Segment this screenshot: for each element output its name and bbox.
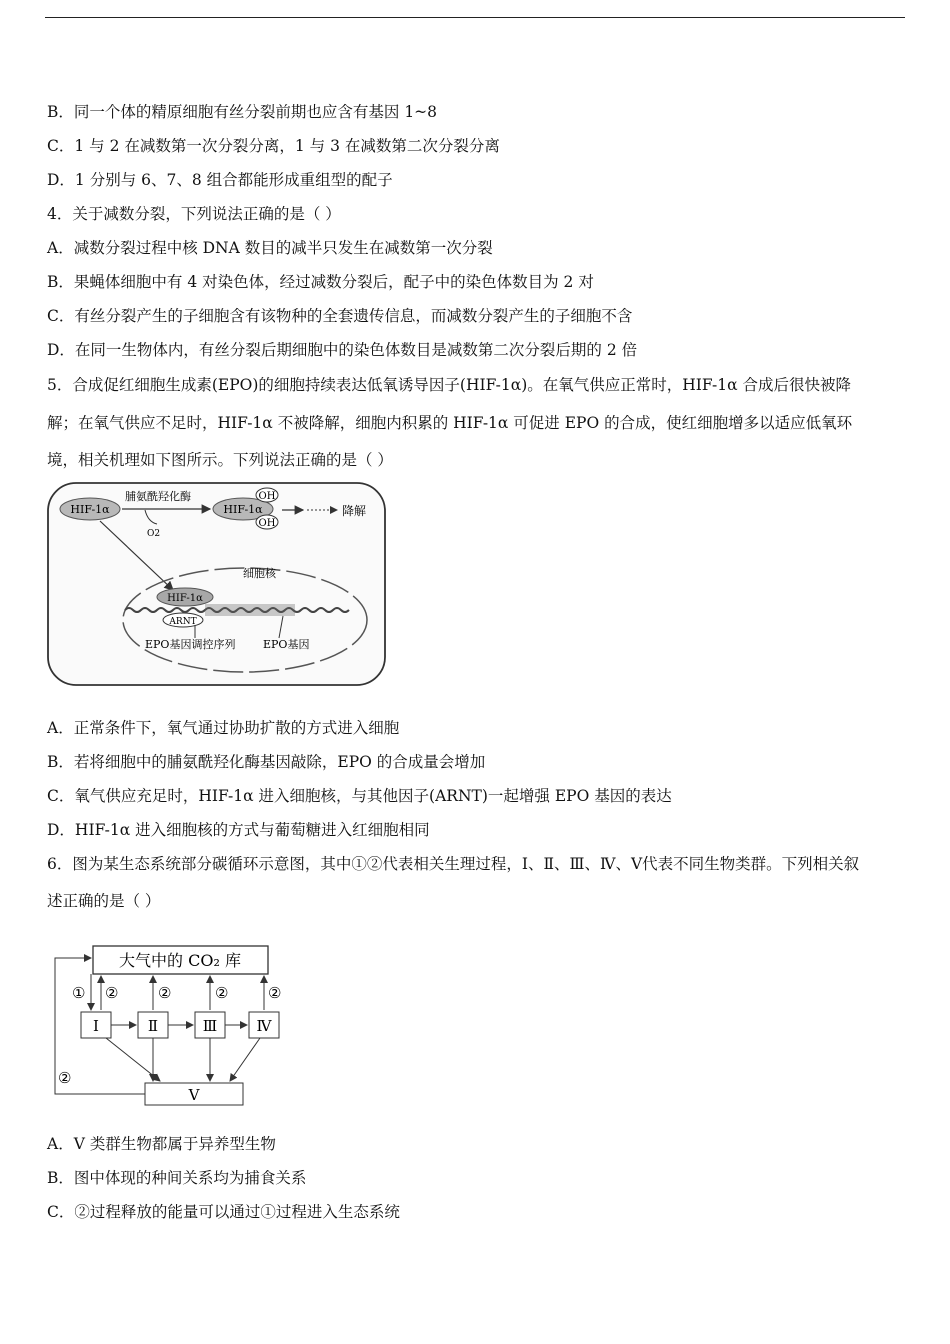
q5-stem-line3: 境，相关机理如下图所示。下列说法正确的是（ ） bbox=[47, 451, 393, 469]
q4-option-b: B．果蝇体细胞中有 4 对染色体，经过减数分裂后，配子中的染色体数目为 2 对 bbox=[47, 273, 594, 291]
q6-option-c: C．②过程释放的能量可以通过①过程进入生态系统 bbox=[47, 1203, 400, 1221]
q5-option-c: C．氧气供应充足时，HIF-1α 进入细胞核，与其他因子(ARNT)一起增强 EPO 基因的表达 bbox=[47, 787, 672, 805]
q5-option-d: D．HIF-1α 进入细胞核的方式与葡萄糖进入红细胞相同 bbox=[47, 821, 430, 839]
co2-pool-label: 大气中的 CO₂ 库 bbox=[119, 951, 241, 970]
carbon-cycle-figure bbox=[50, 940, 300, 1112]
epo-regulatory-label: EPO基因调控序列 bbox=[145, 638, 236, 651]
process-2-label-e: ② bbox=[58, 1069, 72, 1087]
q3-option-b: B．同一个体的精原细胞有丝分裂前期也应含有基因 1~8 bbox=[47, 103, 438, 121]
q3-option-d: D．1 分别与 6、7、8 组合都能形成重组型的配子 bbox=[47, 171, 393, 189]
o2-label: O2 bbox=[147, 529, 161, 539]
enzyme-label: 脯氨酰羟化酶 bbox=[125, 490, 191, 503]
oh-label-1: OH bbox=[258, 491, 276, 502]
hif-label-2: HIF-1α bbox=[223, 503, 263, 516]
hif-mechanism-figure bbox=[45, 480, 390, 690]
oh-label-2: OH bbox=[258, 518, 276, 529]
hif-label-3: HIF-1α bbox=[167, 593, 203, 604]
q6-option-b: B．图中体现的种间关系均为捕食关系 bbox=[47, 1169, 307, 1187]
process-2-label-d: ② bbox=[268, 984, 282, 1002]
arnt-label: ARNT bbox=[169, 617, 197, 627]
nucleus-label: 细胞核 bbox=[243, 567, 276, 580]
group-1-label: Ⅰ bbox=[93, 1017, 99, 1035]
group-3-label: Ⅲ bbox=[202, 1017, 218, 1035]
group-5-label: Ⅴ bbox=[188, 1086, 200, 1104]
q4-option-a: A．减数分裂过程中核 DNA 数目的减半只发生在减数第一次分裂 bbox=[47, 239, 493, 257]
process-2-label-a: ② bbox=[105, 984, 119, 1002]
q4-option-d: D．在同一生物体内，有丝分裂后期细胞中的染色体数目是减数第二次分裂后期的 2 倍 bbox=[47, 341, 638, 359]
hif-label-1: HIF-1α bbox=[70, 503, 110, 516]
process-2-label-c: ② bbox=[215, 984, 229, 1002]
q5-option-a: A．正常条件下，氧气通过协助扩散的方式进入细胞 bbox=[47, 719, 400, 737]
q3-option-c: C．1 与 2 在减数第一次分裂分离，1 与 3 在减数第二次分裂分离 bbox=[47, 137, 500, 155]
group-2-label: Ⅱ bbox=[147, 1017, 159, 1035]
q4-option-c: C．有丝分裂产生的子细胞含有该物种的全套遗传信息，而减数分裂产生的子细胞不含 bbox=[47, 307, 633, 325]
q4-stem: 4．关于减数分裂，下列说法正确的是（ ） bbox=[47, 205, 341, 223]
epo-gene-label: EPO基因 bbox=[263, 638, 310, 651]
q6-stem-line2: 述正确的是（ ） bbox=[47, 892, 161, 910]
degrade-label: 降解 bbox=[342, 504, 367, 518]
header-rule bbox=[45, 17, 905, 18]
group-4-label: Ⅳ bbox=[256, 1017, 272, 1035]
process-2-label-b: ② bbox=[158, 984, 172, 1002]
q5-option-b: B．若将细胞中的脯氨酰羟化酶基因敲除，EPO 的合成量会增加 bbox=[47, 753, 486, 771]
q6-option-a: A．V 类群生物都属于异养型生物 bbox=[47, 1135, 276, 1153]
process-1-label: ① bbox=[72, 984, 86, 1002]
q6-stem-line1: 6．图为某生态系统部分碳循环示意图，其中①②代表相关生理过程，Ⅰ、Ⅱ、Ⅲ、Ⅳ、Ⅴ代表不同生物类群。下列相关叙 bbox=[47, 855, 860, 873]
q5-stem-line1: 5．合成促红细胞生成素(EPO)的细胞持续表达低氧诱导因子(HIF-1α)。在氧气供应正常时，HIF-1α 合成后很快被降 bbox=[47, 376, 851, 394]
q5-stem-line2: 解；在氧气供应不足时，HIF-1α 不被降解，细胞内积累的 HIF-1α 可促进 EPO 的合成，使红细胞增多以适应低氧环 bbox=[47, 414, 853, 432]
